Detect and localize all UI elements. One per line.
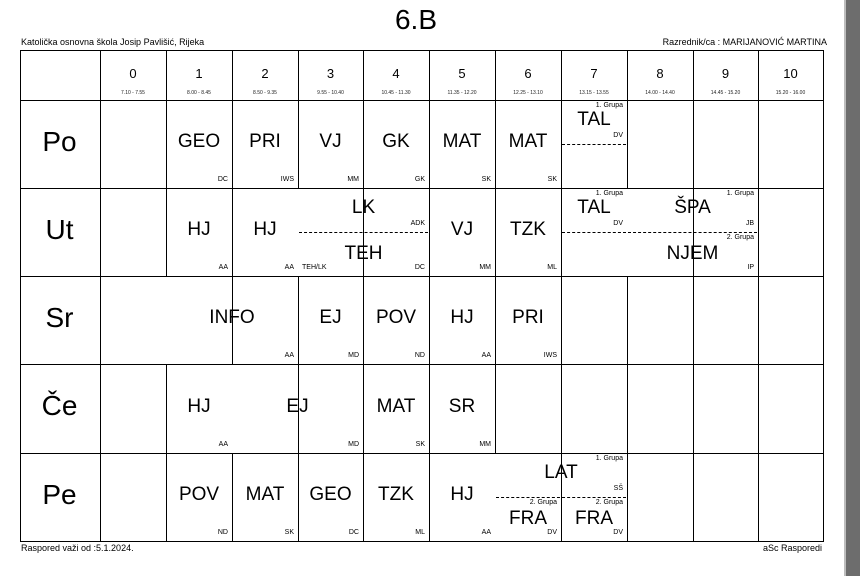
grid-col-line — [693, 364, 694, 454]
lesson-teacher: AA — [218, 264, 228, 271]
lesson-teacher: IP — [747, 264, 754, 271]
lesson-teacher: IWS — [543, 352, 557, 359]
lesson-subject: VJ — [319, 131, 342, 152]
lesson-subject: SR — [448, 395, 476, 417]
period-number: 2 — [261, 66, 269, 81]
lesson-subject: NJEM — [666, 243, 719, 264]
period-number: 5 — [458, 66, 466, 81]
period-time: 12.25 - 13.10 — [513, 90, 543, 96]
lesson-teacher: AA — [284, 264, 294, 271]
lesson-subject: HJ — [253, 219, 277, 240]
period-number: 6 — [524, 66, 532, 81]
period-number: 1 — [195, 66, 203, 81]
lesson-teacher: ND — [414, 352, 425, 359]
lesson-subject: TZK — [378, 484, 414, 505]
grid-row-line — [20, 188, 824, 189]
grid-col-line — [627, 100, 628, 189]
grid-col-line — [627, 453, 628, 542]
day-label: Pe — [42, 479, 77, 510]
window-scrollbar[interactable] — [844, 0, 860, 576]
group-label: 2. Grupa — [529, 499, 557, 506]
school-name: Katolička osnovna škola Josip Pavlišić, Rijeka — [21, 37, 205, 47]
lesson-subject: PRI — [512, 307, 544, 328]
page-title: 6.B — [394, 4, 438, 35]
period-time: 8.00 - 8.45 — [187, 90, 211, 96]
lesson-teacher: DC — [414, 264, 425, 271]
lesson-teacher: SK — [547, 176, 557, 183]
group-divider-line — [562, 232, 626, 233]
group-divider-line — [562, 144, 626, 145]
lesson-teacher: SŠ — [613, 485, 623, 492]
lesson-subject: EJ — [286, 395, 309, 417]
lesson-teacher: DC — [348, 529, 359, 536]
lesson-subject: MAT — [442, 131, 482, 152]
lesson-subject: PRI — [249, 131, 281, 152]
lesson-subject: TAL — [577, 109, 611, 130]
brand-footer: aSc Rasporedi — [762, 543, 822, 553]
period-time: 9.55 - 10.40 — [317, 90, 344, 96]
lesson-subject: TAL — [577, 197, 611, 218]
day-label: Sr — [45, 302, 74, 333]
lesson-subject: EJ — [319, 307, 342, 328]
lesson-teacher: DV — [613, 529, 623, 536]
lesson-teacher: SK — [481, 176, 491, 183]
lesson-subject: GK — [382, 131, 410, 152]
lesson-teacher: ADK — [410, 220, 425, 227]
lesson-teacher: SK — [415, 441, 425, 448]
period-time: 7.10 - 7.55 — [121, 90, 145, 96]
grid-row-line — [20, 276, 824, 277]
group-label: 1. Grupa — [595, 455, 623, 462]
period-time: 13.15 - 13.55 — [579, 90, 609, 96]
lesson-subject: MAT — [245, 484, 285, 505]
scrollbar-edge — [844, 0, 846, 576]
grid-col-line — [561, 276, 562, 365]
grid-col-line — [693, 100, 694, 189]
lesson-subject: POV — [375, 307, 417, 328]
period-time: 15.20 - 16.00 — [775, 90, 806, 96]
period-number: 4 — [392, 66, 400, 81]
period-number: 8 — [656, 66, 664, 81]
lesson-subject: HJ — [187, 219, 211, 240]
period-number: 3 — [326, 66, 335, 81]
lesson-subject: GEO — [309, 484, 352, 505]
grid-border-right — [823, 50, 824, 542]
period-time: 10.45 - 11.30 — [381, 90, 411, 96]
lesson-teacher: GK — [414, 176, 425, 183]
lesson-subject: VJ — [450, 219, 474, 240]
group-label: 2. Grupa — [595, 499, 623, 506]
grid-col-line — [758, 188, 759, 277]
valid-from-note: Raspored važi od :5.1.2024. — [21, 543, 134, 553]
lesson-subject: MAT — [508, 131, 548, 152]
group-label: 2. Grupa — [726, 234, 754, 241]
grid-col-line — [758, 453, 759, 542]
lesson-subject: FRA — [575, 508, 613, 529]
lesson-teacher: SK — [284, 529, 294, 536]
period-time: 14.45 - 15.20 — [710, 90, 741, 96]
grid-row-line — [20, 100, 824, 101]
lesson-teacher: DC — [217, 176, 228, 183]
grid-col-line — [693, 276, 694, 365]
lesson-subject: HJ — [450, 307, 474, 328]
lesson-subject: TEH — [344, 243, 383, 264]
group-label: 1. Grupa — [595, 102, 623, 109]
lesson-teacher: MM — [479, 441, 491, 448]
lesson-subject: INFO — [209, 307, 255, 328]
group-label: 1. Grupa — [726, 190, 754, 197]
grid-col-line — [495, 364, 496, 454]
group-divider-line — [628, 232, 757, 233]
lesson-teacher: JB — [745, 220, 754, 227]
lesson-teacher: AA — [218, 441, 228, 448]
period-number: 0 — [129, 66, 137, 81]
grid-col-line — [693, 453, 694, 542]
day-label: Po — [42, 126, 77, 157]
lesson-teacher: ND — [217, 529, 228, 536]
lesson-teacher: MM — [347, 176, 359, 183]
grid-col-line — [758, 100, 759, 189]
period-number: 9 — [721, 66, 730, 81]
grid-col-line — [627, 276, 628, 365]
day-label: Ut — [45, 214, 74, 245]
grid-col-line — [758, 276, 759, 365]
lesson-teacher: AA — [481, 529, 491, 536]
lesson-subject: HJ — [187, 395, 211, 417]
lesson-teacher: MD — [348, 352, 359, 359]
period-number: 10 — [783, 66, 798, 81]
period-number: 7 — [590, 66, 598, 81]
lesson-subject: ŠPA — [674, 197, 711, 218]
lesson-teacher-combined: TEH/LK — [302, 264, 327, 271]
lesson-subject: HJ — [450, 484, 474, 505]
group-divider-line — [496, 497, 626, 498]
grid-border-top — [20, 50, 824, 51]
lesson-subject: LK — [351, 197, 376, 218]
lesson-teacher: AA — [284, 352, 294, 359]
period-time: 11.35 - 12.20 — [447, 90, 477, 96]
grid-row-line — [20, 364, 824, 365]
grid-row-line — [20, 453, 824, 454]
period-time: 14.00 - 14.40 — [645, 90, 675, 96]
lesson-teacher: ML — [415, 529, 425, 536]
day-label: Če — [41, 390, 78, 421]
grid-border-left — [20, 50, 21, 542]
group-divider-line — [299, 232, 428, 233]
grid-col-line — [627, 364, 628, 454]
lesson-teacher: DV — [613, 132, 623, 139]
lesson-subject: TZK — [510, 219, 546, 240]
class-teacher: Razrednik/ca : MARIJANOVIĆ MARTINA — [662, 37, 827, 47]
lesson-teacher: DV — [613, 220, 623, 227]
day-column-divider — [100, 50, 101, 542]
lesson-teacher: MM — [479, 264, 491, 271]
lesson-teacher: ML — [547, 264, 557, 271]
lesson-teacher: AA — [481, 352, 491, 359]
lesson-subject: FRA — [509, 508, 547, 529]
grid-col-line — [758, 364, 759, 454]
grid-row-line — [20, 541, 824, 542]
lesson-subject: POV — [178, 484, 220, 505]
group-label: 1. Grupa — [595, 190, 623, 197]
period-time: 8.50 - 9.35 — [253, 90, 277, 96]
lesson-subject: MAT — [376, 395, 416, 417]
grid-col-line — [561, 364, 562, 454]
lesson-teacher: IWS — [280, 176, 294, 183]
lesson-teacher: MD — [348, 441, 359, 448]
lesson-subject: GEO — [177, 131, 221, 152]
lesson-subject: LAT — [544, 462, 578, 483]
lesson-teacher: DV — [547, 529, 557, 536]
